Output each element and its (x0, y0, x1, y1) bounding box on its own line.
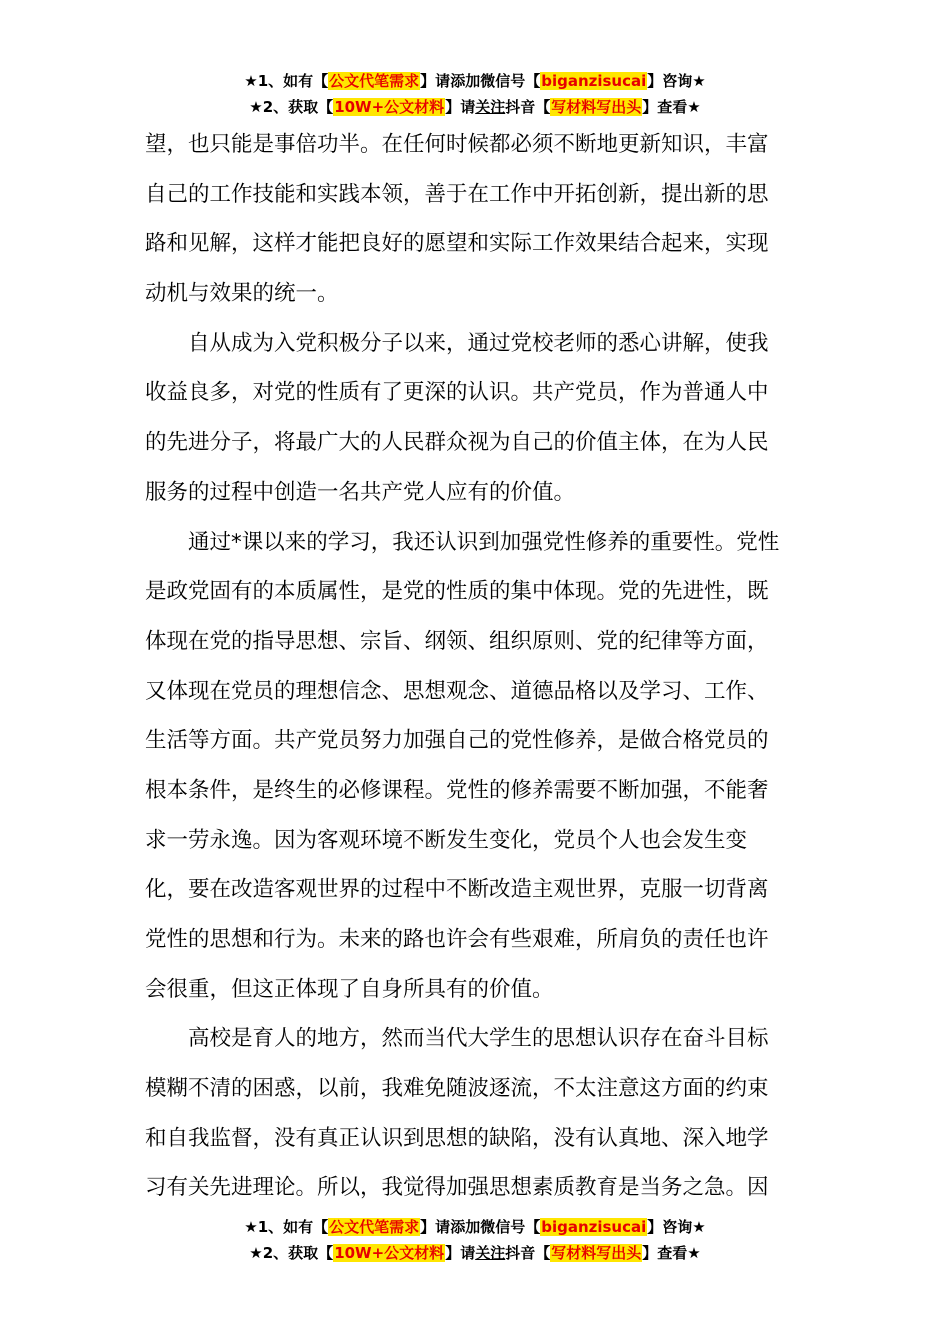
highlight-wechat-id: biganzisucai (541, 72, 647, 90)
highlight-wechat-id: biganzisucai (541, 1218, 647, 1236)
body-line: 根本条件，是终生的必修课程。党性的修养需要不断加强，不能奢 (145, 777, 769, 803)
banner-emphasis: 关注 (475, 98, 506, 116)
body-line: 的先进分子，将最广大的人民群众视为自己的价值主体，在为人民 (145, 430, 769, 456)
body-line: 会很重，但这正体现了自身所具有的价值。 (145, 976, 554, 1002)
highlight-service: 公文代笔需求 (329, 1218, 420, 1236)
body-line: 动机与效果的统一。 (145, 281, 339, 307)
banner-text: 1、如有【 (257, 1218, 329, 1236)
banner-text: 】咨询★ (647, 72, 706, 90)
body-line: 生活等方面。共产党员努力加强自己的党性修养，是做合格党员的 (145, 728, 769, 754)
header-banner-line-1 (0, 68, 950, 94)
body-line: 又体现在党员的理想信念、思想观念、道德品格以及学习、工作、 (145, 678, 769, 704)
banner-emphasis: 添加 (450, 1218, 481, 1236)
body-line: 收益良多，对党的性质有了更深的认识。共产党员，作为普通人中 (145, 380, 769, 406)
footer-banner-line-2 (0, 1240, 950, 1266)
body-line: 自己的工作技能和实践本领，善于在工作中开拓创新，提出新的思 (145, 181, 769, 207)
body-line: 求一劳永逸。因为客观环境不断发生变化，党员个人也会发生变 (145, 827, 748, 853)
banner-text: 】请 (445, 1244, 476, 1262)
banner-text: 】咨询★ (647, 1218, 706, 1236)
footer-banner-line-1 (0, 1214, 950, 1240)
header-banner (0, 68, 950, 120)
highlight-materials: 10W+公文材料 (334, 98, 445, 116)
star-icon: ★ (244, 1218, 258, 1236)
body-line: 模糊不清的困惑，以前，我难免随波逐流，不太注意这方面的约束 (145, 1076, 769, 1102)
body-line: 是政党固有的本质属性，是党的性质的集中体现。党的先进性，既 (145, 579, 769, 605)
footer-banner (0, 1214, 950, 1266)
banner-text: 抖音【 (505, 98, 551, 116)
star-icon: ★ (244, 72, 258, 90)
banner-text: 2、获取【 (262, 98, 334, 116)
banner-text: 2、获取【 (262, 1244, 334, 1262)
body-line: 习有关先进理论。所以，我觉得加强思想素质教育是当务之急。因 (145, 1175, 769, 1201)
banner-text: 1、如有【 (257, 72, 329, 90)
banner-text: 】查看★ (642, 98, 701, 116)
banner-emphasis: 添加 (450, 72, 481, 90)
highlight-service: 公文代笔需求 (329, 72, 420, 90)
star-icon: ★ (249, 98, 263, 116)
body-line: 和自我监督，没有真正认识到思想的缺陷，没有认真地、深入地学 (145, 1125, 769, 1151)
body-line: 高校是育人的地方，然而当代大学生的思想认识存在奋斗目标 (145, 1026, 769, 1052)
body-line: 体现在党的指导思想、宗旨、纲领、组织原则、党的纪律等方面， (145, 628, 769, 654)
star-icon: ★ (249, 1244, 263, 1262)
body-line: 路和见解，这样才能把良好的愿望和实际工作效果结合起来，实现 (145, 231, 769, 257)
body-line: 望，也只能是事倍功半。在任何时候都必须不断地更新知识，丰富 (145, 132, 769, 157)
body-line: 化，要在改造客观世界的过程中不断改造主观世界，克服一切背离 (145, 877, 769, 903)
highlight-douyin-account: 写材料写出头 (551, 1244, 642, 1262)
body-line: 自从成为入党积极分子以来，通过党校老师的悉心讲解，使我 (145, 330, 769, 356)
banner-text: 抖音【 (505, 1244, 551, 1262)
banner-text: 】请 (420, 72, 451, 90)
highlight-materials: 10W+公文材料 (334, 1244, 445, 1262)
banner-text: 微信号【 (480, 72, 541, 90)
body-line: 服务的过程中创造一名共产党人应有的价值。 (145, 479, 576, 505)
banner-text: 微信号【 (480, 1218, 541, 1236)
banner-text: 】请 (445, 98, 476, 116)
banner-text: 】查看★ (642, 1244, 701, 1262)
header-banner-line-2 (0, 94, 950, 120)
body-line: 党性的思想和行为。未来的路也许会有些艰难，所肩负的责任也许 (145, 927, 769, 952)
document-body (145, 120, 810, 1213)
banner-text: 】请 (420, 1218, 451, 1236)
body-line: 通过*课以来的学习，我还认识到加强党性修养的重要性。党性 (145, 529, 780, 555)
highlight-douyin-account: 写材料写出头 (551, 98, 642, 116)
banner-emphasis: 关注 (475, 1244, 506, 1262)
